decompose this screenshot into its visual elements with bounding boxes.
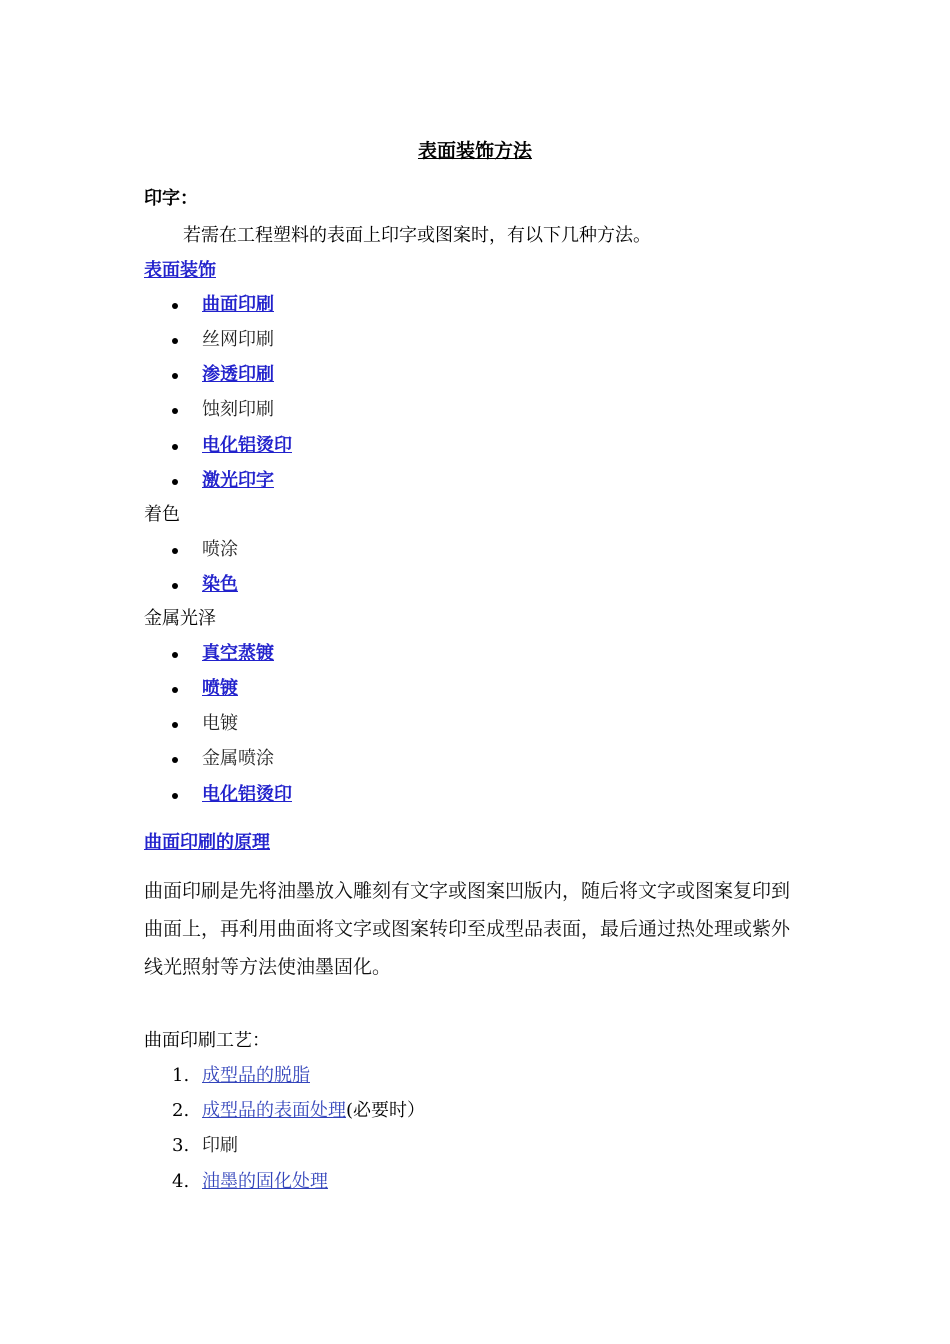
- bullet-icon: [172, 444, 178, 450]
- curved-printing-principle-link[interactable]: 曲面印刷的原理: [144, 832, 270, 853]
- step-number: 3.: [172, 1135, 190, 1156]
- bullet-icon: [172, 338, 178, 344]
- ink-curing-link[interactable]: 油墨的固化处理: [202, 1171, 328, 1192]
- sputtering-link[interactable]: 喷镀: [202, 678, 238, 699]
- bullet-icon: [172, 479, 178, 485]
- list-item-label: 金属喷涂: [202, 748, 274, 769]
- surface-decoration-link[interactable]: 表面装饰: [144, 260, 216, 281]
- principle-line: 线光照射等方法使油墨固化。: [144, 956, 392, 978]
- list-item-label: 蚀刻印刷: [202, 399, 274, 420]
- step-number: 2.: [172, 1100, 190, 1121]
- bullet-icon: [172, 687, 178, 693]
- laser-marking-link[interactable]: 激光印字: [202, 470, 274, 491]
- bullet-icon: [172, 722, 178, 728]
- vacuum-deposition-link[interactable]: 真空蒸镀: [202, 643, 274, 664]
- bullet-icon: [172, 583, 178, 589]
- principle-line: 曲面印刷是先将油墨放入雕刻有文字或图案凹版内，随后将文字或图案复印到: [144, 880, 791, 902]
- bullet-icon: [172, 652, 178, 658]
- bullet-icon: [172, 548, 178, 554]
- degreasing-link[interactable]: 成型品的脱脂: [202, 1065, 310, 1086]
- process-heading: 曲面印刷工艺：: [144, 1030, 270, 1051]
- coloring-heading: 着色: [144, 504, 180, 525]
- printing-intro: 若需在工程塑料的表面上印字或图案时，有以下几种方法。: [183, 225, 651, 246]
- bullet-icon: [172, 408, 178, 414]
- principle-line: 曲面上，再利用曲面将文字或图案转印至成型品表面，最后通过热处理或紫外: [144, 918, 791, 940]
- metallic-heading: 金属光泽: [144, 608, 216, 629]
- bullet-icon: [172, 793, 178, 799]
- dyeing-link[interactable]: 染色: [202, 574, 238, 595]
- step-suffix: (必要时）: [346, 1100, 426, 1121]
- list-item-label: 电镀: [202, 713, 238, 734]
- list-item-label: 印刷: [202, 1135, 238, 1156]
- curved-printing-link[interactable]: 曲面印刷: [202, 294, 274, 315]
- list-item-label: 喷涂: [202, 539, 238, 560]
- surface-treatment-link[interactable]: 成型品的表面处理: [202, 1100, 346, 1121]
- list-item-label: 丝网印刷: [202, 329, 274, 350]
- hot-stamping-link[interactable]: 电化铝烫印: [202, 435, 292, 456]
- bullet-icon: [172, 303, 178, 309]
- bullet-icon: [172, 373, 178, 379]
- bullet-icon: [172, 757, 178, 763]
- step-number: 1.: [172, 1065, 190, 1086]
- step-number: 4.: [172, 1171, 190, 1192]
- page-title: 表面装饰方法: [417, 140, 532, 162]
- printing-heading: 印字：: [144, 188, 198, 209]
- penetration-printing-link[interactable]: 渗透印刷: [202, 364, 274, 385]
- hot-stamping-link-2[interactable]: 电化铝烫印: [202, 784, 292, 805]
